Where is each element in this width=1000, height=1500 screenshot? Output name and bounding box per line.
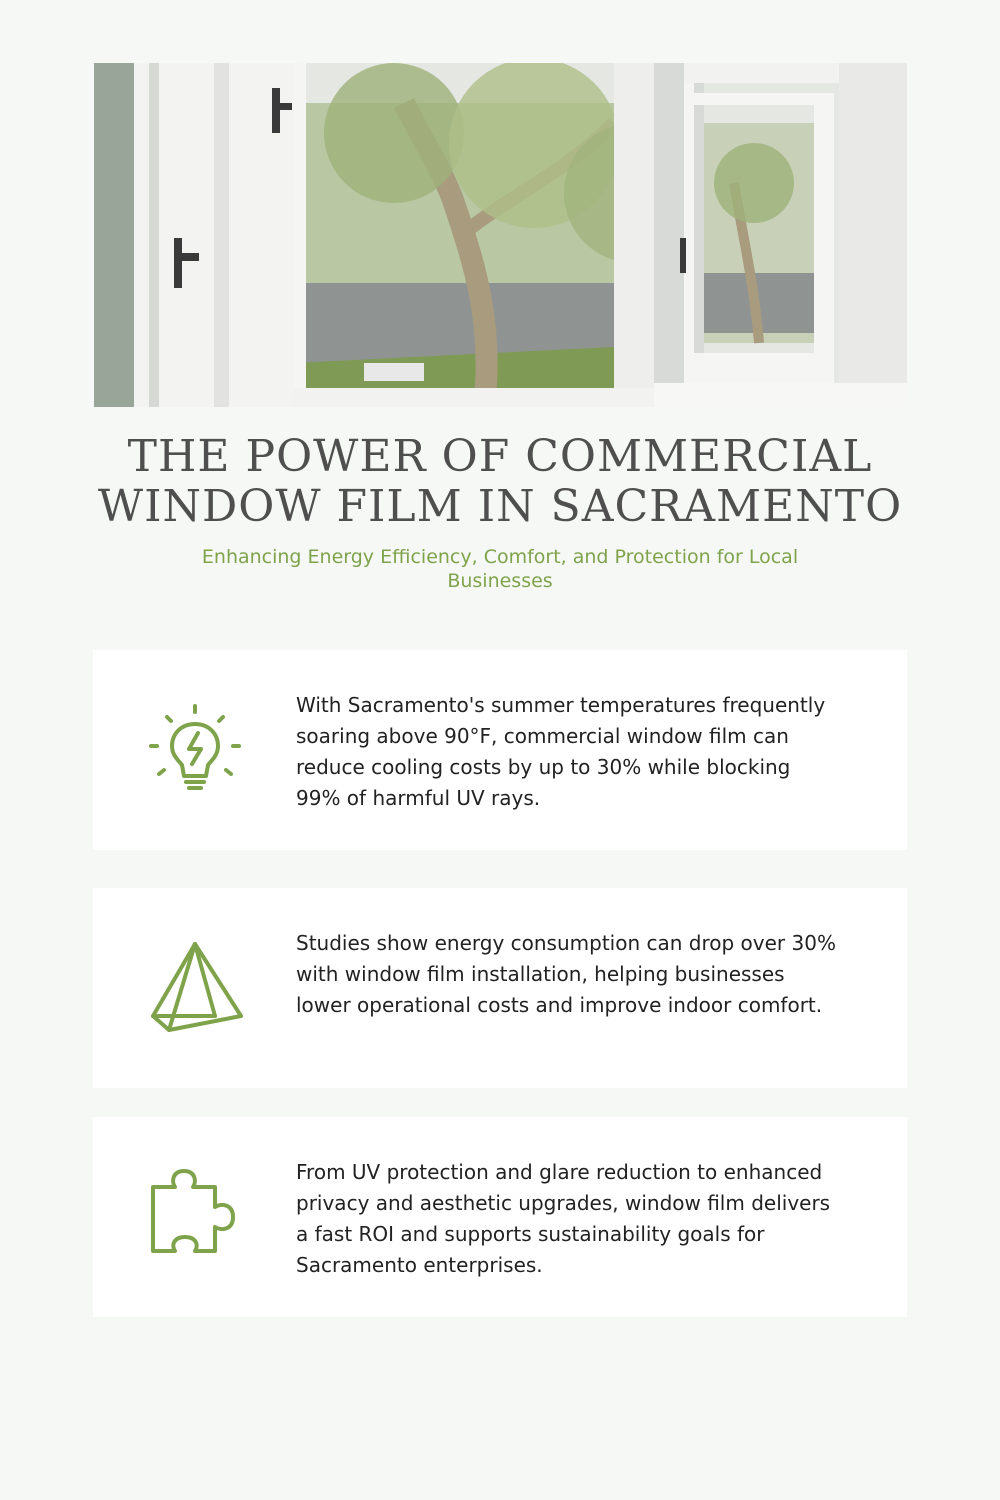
page-title: THE POWER OF COMMERCIAL WINDOW FILM IN SACRAMENTO bbox=[97, 431, 903, 532]
page-subtitle: Enhancing Energy Efficiency, Comfort, and Protection for Local Businesses bbox=[201, 546, 799, 592]
card-text: From UV protection and glare reduction to enhanced privacy and aesthetic upgrades, window film delivers a fast ROI and supports sustainability goals for Sacramento enterprises. bbox=[296, 1160, 831, 1277]
hero-image bbox=[94, 63, 907, 407]
card-text: Studies show energy consumption can drop over 30% with window film installation, helping businesses lower operational costs and improve indoor comfort. bbox=[296, 931, 836, 1017]
info-card-consumption bbox=[93, 888, 907, 1088]
puzzle-piece-icon bbox=[145, 1167, 245, 1267]
info-card-energy bbox=[93, 650, 907, 850]
window-view-illustration bbox=[94, 63, 907, 407]
card-text: With Sacramento's summer temperatures frequently soaring above 90°F, commercial window film can reduce cooling costs by up to 30% while blocking 99% of harmful UV rays. bbox=[296, 693, 826, 810]
pyramid-icon bbox=[145, 938, 245, 1038]
lightbulb-energy-icon bbox=[145, 700, 245, 800]
info-card-benefits bbox=[93, 1117, 907, 1317]
